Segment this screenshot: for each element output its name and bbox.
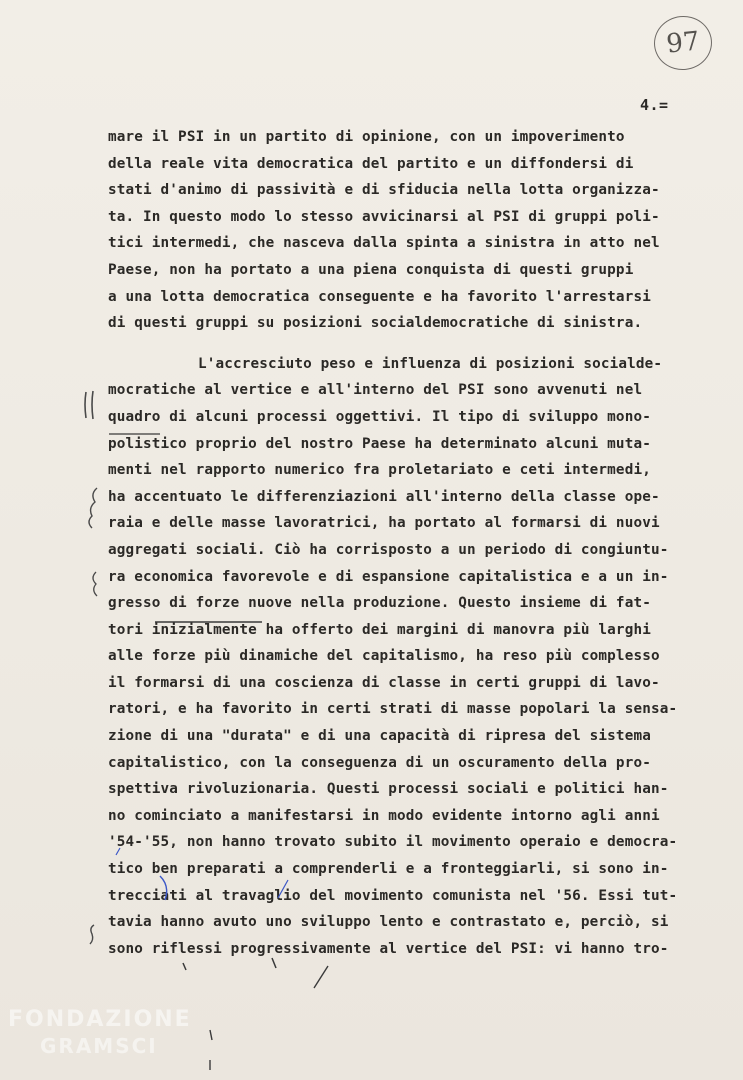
text-line: tavia hanno avuto uno sviluppo lento e contrastato e, perciò, si — [108, 914, 669, 931]
margin-hook-mark — [90, 925, 94, 944]
page-number: 4.= — [640, 96, 669, 114]
margin-curl-mark — [93, 572, 97, 596]
text-line: di questi gruppi su posizioni socialdemocratiche di sinistra. — [108, 315, 643, 332]
archive-number: 97 — [664, 26, 702, 60]
dash-mark — [314, 966, 328, 988]
text-line: tori inizialmente ha offerto dei margini di manovra più larghi — [108, 621, 651, 638]
blue-pen-mark — [278, 880, 288, 898]
text-line: tico ben preparati a comprenderli e a fronteggiarli, si sono in- — [108, 861, 669, 878]
text-line: aggregati sociali. Ciò ha corrisposto a un periodo di congiuntu- — [108, 541, 669, 558]
text-line: polistico proprio del nostro Paese ha determinato alcuni muta- — [108, 435, 651, 452]
text-line: ra economica favorevole e di espansione capitalistica e a un in- — [108, 568, 669, 585]
text-line: mare il PSI in un partito di opinione, con un impoverimento — [108, 129, 625, 145]
watermark-text: FONDAZIONE — [8, 1007, 192, 1032]
watermark-text: GRAMSCI — [40, 1034, 158, 1058]
text-line: '54-'55, non hanno trovato subito il movimento operaio e democra- — [108, 834, 678, 851]
text-line: capitalistico, con la conseguenza di un oscuramento della pro- — [108, 754, 651, 771]
text-line: della reale vita democratica del partito e un diffondersi di — [108, 155, 634, 172]
tick-mark — [210, 1030, 212, 1040]
tick-mark — [183, 963, 186, 970]
text-line: tici intermedi, che nasceva dalla spinta a sinistra in atto nel — [108, 235, 660, 252]
tick-mark — [272, 958, 276, 968]
text-line: L'accresciuto peso e influenza di posizioni socialde- — [198, 355, 663, 372]
blue-pen-mark — [116, 848, 120, 855]
blue-pen-mark — [160, 876, 167, 900]
text-line: gresso di forze nuove nella produzione. Questo insieme di fat- — [108, 595, 651, 612]
margin-brace-mark — [89, 488, 97, 528]
text-line: sono riflessi progressivamente al vertice del PSI: vi hanno tro- — [108, 940, 669, 957]
text-line: mocratiche al vertice e all'interno del PSI sono avvenuti nel — [108, 382, 643, 399]
text-line: stati d'animo di passività e di sfiducia nella lotta organizza- — [108, 182, 660, 199]
text-line: no cominciato a manifestarsi in modo evidente intorno agli anni — [108, 807, 660, 824]
text-line: menti nel rapporto numerico fra proletariato e ceti intermedi, — [108, 462, 651, 479]
text-line: ratori, e ha favorito in certi strati di masse popolari la sensa- — [108, 701, 678, 718]
text-line: ha accentuato le differenziazioni all'interno della classe ope- — [108, 488, 660, 505]
text-line: spettiva rivoluzionaria. Questi processi sociali e politici han- — [108, 781, 669, 798]
text-line: raia e delle masse lavoratrici, ha portato al formarsi di nuovi — [108, 515, 660, 532]
text-line: trecciati al travaglio del movimento comunista nel '56. Essi tut- — [108, 887, 678, 904]
text-line: alle forze più dinamiche del capitalismo, ha reso più complesso — [108, 648, 660, 665]
text-line: quadro di alcuni processi oggettivi. Il tipo di sviluppo mono- — [108, 408, 651, 425]
text-line: zione di una "durata" e di una capacità di ripresa del sistema — [108, 728, 651, 745]
margin-double-stroke-mark — [85, 391, 93, 419]
text-line: ta. In questo modo lo stesso avvicinarsi al PSI di gruppi poli- — [108, 208, 660, 225]
text-line: a una lotta democratica conseguente e ha favorito l'arrestarsi — [108, 288, 651, 305]
text-line: Paese, non ha portato a una piena conquista di questi gruppi — [108, 261, 634, 278]
text-line: il formarsi di una coscienza di classe in certi gruppi di lavo- — [108, 674, 660, 691]
